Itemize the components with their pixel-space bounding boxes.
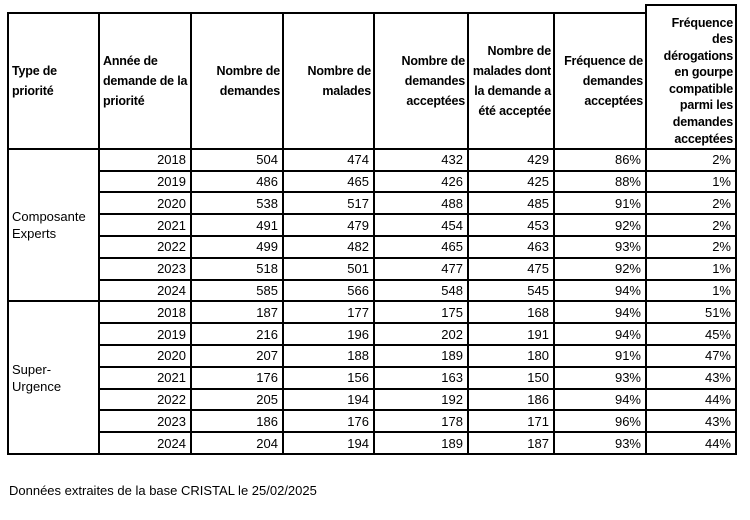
cell-value: 465 <box>284 172 373 192</box>
cell-value: 475 <box>469 259 553 279</box>
header-annee-demande-priorite: Année de demande de la priorité <box>100 14 190 148</box>
header-nombre-demandes: Nombre de demandes <box>192 14 282 148</box>
cell-value: 545 <box>469 281 553 301</box>
cell-value: 2% <box>647 193 735 213</box>
priority-table <box>7 12 737 455</box>
header-nombre-malades: Nombre de malades <box>284 14 373 148</box>
cell-value: 94% <box>555 281 645 301</box>
cell-value: 1% <box>647 259 735 279</box>
cell-value: 93% <box>555 368 645 388</box>
cell-value: 88% <box>555 172 645 192</box>
cell-year: 2022 <box>100 237 190 257</box>
cell-year: 2019 <box>100 172 190 192</box>
cell-value: 94% <box>555 324 645 344</box>
cell-value: 517 <box>284 193 373 213</box>
raised-header-cap <box>645 4 737 16</box>
cell-value: 566 <box>284 281 373 301</box>
cell-value: 187 <box>469 433 553 453</box>
cell-year: 2022 <box>100 390 190 410</box>
cell-value: 2% <box>647 150 735 170</box>
cell-value: 47% <box>647 346 735 366</box>
cell-value: 207 <box>192 346 282 366</box>
cell-value: 171 <box>469 411 553 431</box>
cell-value: 188 <box>284 346 373 366</box>
cell-value: 426 <box>375 172 467 192</box>
cell-value: 51% <box>647 302 735 322</box>
cell-value: 194 <box>284 390 373 410</box>
cell-value: 168 <box>469 302 553 322</box>
cell-year: 2023 <box>100 259 190 279</box>
cell-value: 518 <box>192 259 282 279</box>
cell-value: 96% <box>555 411 645 431</box>
cell-year: 2024 <box>100 281 190 301</box>
cell-value: 163 <box>375 368 467 388</box>
cell-value: 196 <box>284 324 373 344</box>
cell-value: 425 <box>469 172 553 192</box>
cell-value: 92% <box>555 215 645 235</box>
cell-value: 156 <box>284 368 373 388</box>
cell-value: 43% <box>647 368 735 388</box>
cell-value: 486 <box>192 172 282 192</box>
cell-value: 2% <box>647 237 735 257</box>
cell-value: 194 <box>284 433 373 453</box>
cell-year: 2023 <box>100 411 190 431</box>
cell-value: 454 <box>375 215 467 235</box>
header-nombre-demandes-acceptees: Nombre de demandes acceptées <box>375 14 467 148</box>
header-frequence-derogations: Fréquence des dérogations en gourpe compatible parmi les demandes acceptées <box>647 14 735 148</box>
cell-value: 482 <box>284 237 373 257</box>
cell-value: 202 <box>375 324 467 344</box>
cell-year: 2019 <box>100 324 190 344</box>
cell-year: 2018 <box>100 150 190 170</box>
cell-year: 2021 <box>100 215 190 235</box>
header-nombre-malades-demande-acceptee: Nombre de malades dont la demande a été acceptée <box>469 14 553 148</box>
cell-value: 178 <box>375 411 467 431</box>
cell-value: 93% <box>555 433 645 453</box>
cell-value: 186 <box>469 390 553 410</box>
cell-value: 43% <box>647 411 735 431</box>
cell-value: 477 <box>375 259 467 279</box>
cell-value: 499 <box>192 237 282 257</box>
cell-value: 192 <box>375 390 467 410</box>
cell-value: 205 <box>192 390 282 410</box>
cell-value: 92% <box>555 259 645 279</box>
cell-year: 2018 <box>100 302 190 322</box>
cell-value: 479 <box>284 215 373 235</box>
cell-value: 491 <box>192 215 282 235</box>
cell-value: 94% <box>555 302 645 322</box>
cell-value: 1% <box>647 281 735 301</box>
cell-value: 44% <box>647 390 735 410</box>
cell-value: 176 <box>284 411 373 431</box>
cell-value: 44% <box>647 433 735 453</box>
group-label-composante-experts: Composante Experts <box>9 150 98 301</box>
cell-value: 187 <box>192 302 282 322</box>
cell-value: 501 <box>284 259 373 279</box>
cell-value: 180 <box>469 346 553 366</box>
header-frequence-demandes-acceptees: Fréquence de demandes acceptées <box>555 14 645 148</box>
cell-value: 94% <box>555 390 645 410</box>
cell-value: 429 <box>469 150 553 170</box>
cell-value: 189 <box>375 346 467 366</box>
source-note: Données extraites de la base CRISTAL le 25/02/2025 <box>9 483 317 498</box>
cell-value: 150 <box>469 368 553 388</box>
cell-value: 488 <box>375 193 467 213</box>
table-grid <box>7 12 737 455</box>
cell-value: 177 <box>284 302 373 322</box>
cell-value: 93% <box>555 237 645 257</box>
cell-value: 465 <box>375 237 467 257</box>
cell-value: 45% <box>647 324 735 344</box>
cell-value: 504 <box>192 150 282 170</box>
cell-value: 204 <box>192 433 282 453</box>
cell-value: 463 <box>469 237 553 257</box>
header-type-de-priorite: Type de priorité <box>9 14 98 148</box>
cell-value: 485 <box>469 193 553 213</box>
cell-value: 474 <box>284 150 373 170</box>
cell-value: 189 <box>375 433 467 453</box>
cell-year: 2021 <box>100 368 190 388</box>
cell-value: 176 <box>192 368 282 388</box>
cell-value: 538 <box>192 193 282 213</box>
cell-value: 453 <box>469 215 553 235</box>
cell-year: 2020 <box>100 346 190 366</box>
cell-value: 432 <box>375 150 467 170</box>
cell-year: 2024 <box>100 433 190 453</box>
cell-value: 175 <box>375 302 467 322</box>
cell-value: 186 <box>192 411 282 431</box>
group-label-super-urgence: Super-Urgence <box>9 302 98 453</box>
cell-value: 548 <box>375 281 467 301</box>
cell-value: 2% <box>647 215 735 235</box>
cell-value: 216 <box>192 324 282 344</box>
cell-value: 191 <box>469 324 553 344</box>
cell-value: 91% <box>555 346 645 366</box>
cell-value: 91% <box>555 193 645 213</box>
cell-value: 86% <box>555 150 645 170</box>
cell-value: 1% <box>647 172 735 192</box>
cell-value: 585 <box>192 281 282 301</box>
cell-year: 2020 <box>100 193 190 213</box>
